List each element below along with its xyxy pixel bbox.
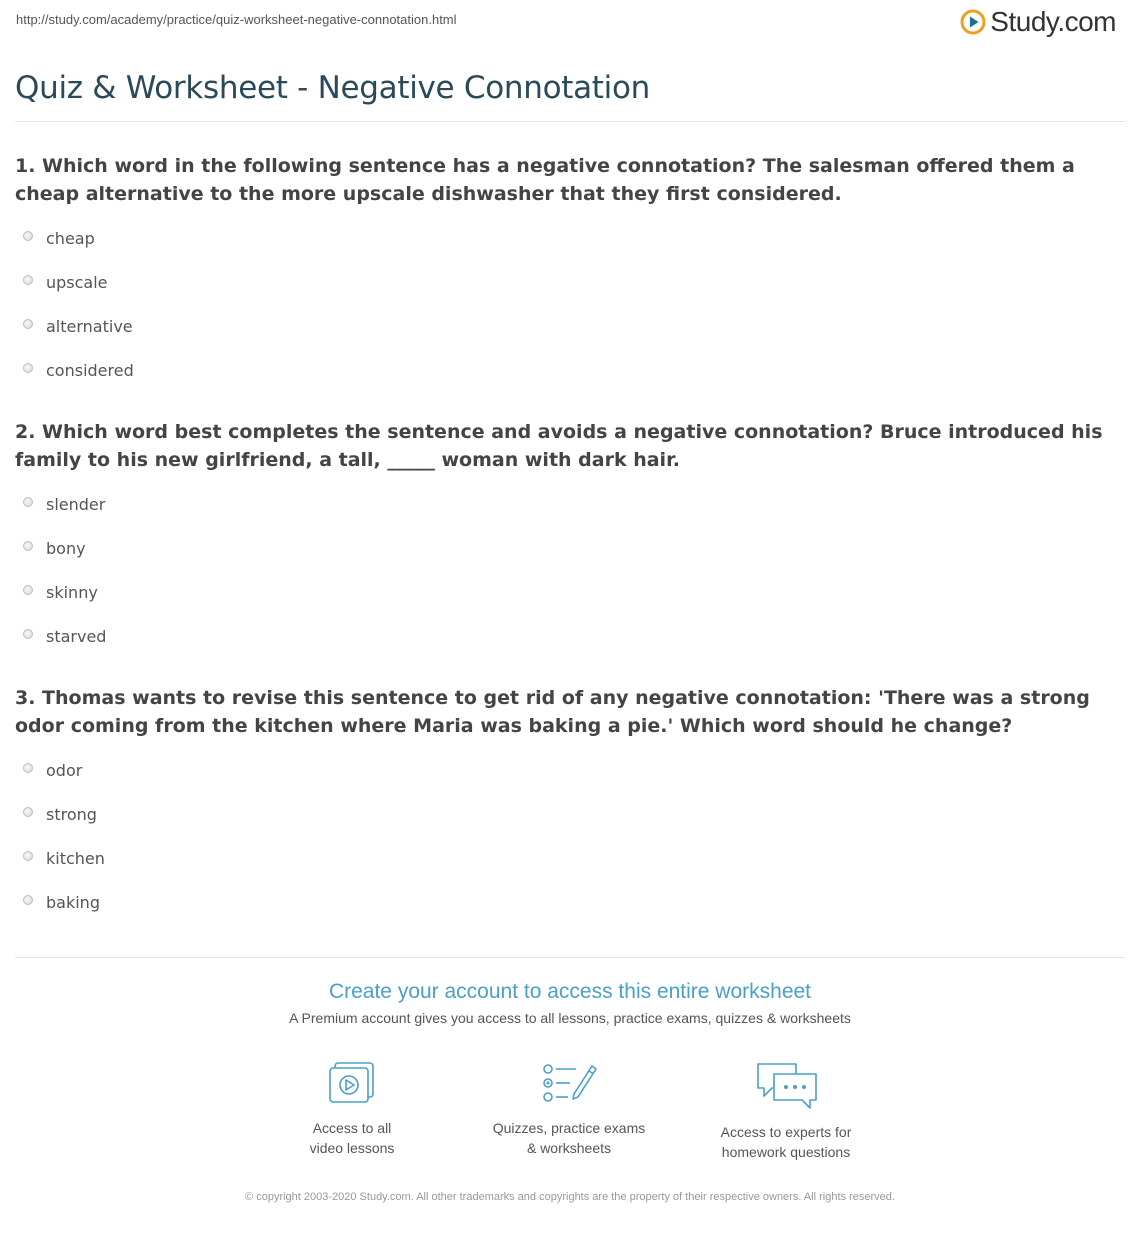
answer-label: alternative (46, 316, 133, 336)
question-3 (15, 684, 1125, 924)
question-text: 3. Thomas wants to revise this sentence to get rid of any negative connotation: 'There was a strong odor coming from the kitchen where Maria was baking a pie.' Which word should he change? (15, 687, 1090, 737)
radio-button[interactable] (23, 497, 33, 507)
premium-features (0, 1060, 1140, 1170)
radio-button[interactable] (23, 585, 33, 595)
play-circle-icon (960, 9, 986, 35)
radio-button[interactable] (23, 629, 33, 639)
brand-name: Study.com (990, 6, 1116, 37)
answer-label: cheap (46, 228, 95, 248)
answer-option[interactable] (15, 614, 1125, 658)
page-title: Quiz & Worksheet - Negative Connotation (15, 70, 650, 106)
chat-bubbles-icon (754, 1060, 818, 1110)
answer-option[interactable] (15, 348, 1125, 392)
feature-label (469, 1118, 669, 1158)
answer-option[interactable] (15, 482, 1125, 526)
page-header (0, 0, 1140, 60)
answer-option[interactable] (15, 570, 1125, 614)
answer-option[interactable] (15, 526, 1125, 570)
page-url: http://study.com/academy/practice/quiz-worksheet-negative-connotation.html (16, 12, 457, 27)
answer-label: baking (46, 892, 100, 912)
feature-label-line: Access to all (312, 1120, 392, 1136)
video-lessons-icon (325, 1060, 379, 1106)
answer-option[interactable] (15, 836, 1125, 880)
answer-option[interactable] (15, 216, 1125, 260)
radio-button[interactable] (23, 895, 33, 905)
radio-button[interactable] (23, 319, 33, 329)
quiz-questions (15, 152, 1125, 924)
feature-quizzes (469, 1060, 669, 1158)
question-1 (15, 152, 1125, 392)
answer-option[interactable] (15, 748, 1125, 792)
answer-option[interactable] (15, 304, 1125, 348)
answer-label: skinny (46, 582, 98, 602)
radio-button[interactable] (23, 851, 33, 861)
quiz-checklist-icon (540, 1060, 598, 1106)
answer-label: bony (46, 538, 86, 558)
cta-subtitle: A Premium account gives you access to all lessons, practice exams, quizzes & worksheets (289, 1010, 851, 1026)
radio-button[interactable] (23, 275, 33, 285)
feature-video-lessons (252, 1060, 452, 1158)
feature-label-line: homework questions (721, 1144, 851, 1160)
cta-divider (15, 957, 1125, 958)
answer-label: kitchen (46, 848, 105, 868)
copyright-footer: © copyright 2003-2020 Study.com. All other trademarks and copyrights are the property of their respective owners. All rights reserved. (245, 1191, 895, 1203)
answer-label: starved (46, 626, 107, 646)
brand-logo[interactable] (960, 6, 1116, 38)
answer-label: slender (46, 494, 106, 514)
radio-button[interactable] (23, 363, 33, 373)
radio-button[interactable] (23, 763, 33, 773)
feature-label-line: Access to experts for (720, 1124, 852, 1140)
answer-option[interactable] (15, 880, 1125, 924)
answer-label: odor (46, 760, 83, 780)
question-text: 2. Which word best completes the sentence and avoids a negative connotation? Bruce introduced his family to his new girlfriend, a tall, _____ woman with dark hair. (15, 421, 1103, 471)
radio-button[interactable] (23, 541, 33, 551)
feature-label-line: Quizzes, practice exams (492, 1120, 646, 1136)
feature-label (686, 1122, 886, 1162)
title-divider (15, 121, 1125, 122)
answer-label: strong (46, 804, 97, 824)
answer-options (15, 482, 1125, 658)
answer-options (15, 216, 1125, 392)
feature-experts (686, 1060, 886, 1162)
question-2 (15, 418, 1125, 658)
answer-option[interactable] (15, 260, 1125, 304)
answer-label: upscale (46, 272, 108, 292)
cta-title-link[interactable]: Create your account to access this entire worksheet (328, 980, 812, 1003)
answer-option[interactable] (15, 792, 1125, 836)
feature-label-line: & worksheets (526, 1140, 612, 1156)
answer-options (15, 748, 1125, 924)
radio-button[interactable] (23, 231, 33, 241)
answer-label: considered (46, 360, 134, 380)
feature-label (252, 1118, 452, 1158)
radio-button[interactable] (23, 807, 33, 817)
question-text: 1. Which word in the following sentence has a negative connotation? The salesman offered them a cheap alternative to the more upscale dishwasher that they first considered. (15, 155, 1075, 205)
feature-label-line: video lessons (309, 1140, 395, 1156)
